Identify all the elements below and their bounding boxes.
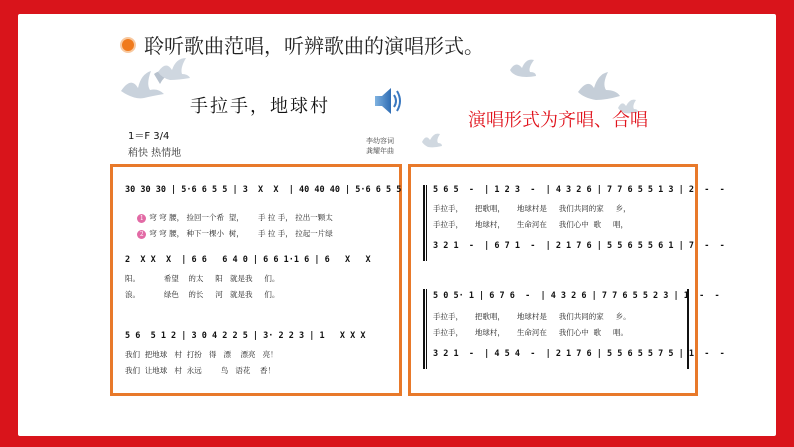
left-score-panel (110, 164, 402, 396)
notation-line: 30 30 30 | 5·6 6 5 5 | 3 X X | 40 40 40 | 5·6 6 5 5 (125, 185, 402, 195)
song-title: 手拉手，地球村 (190, 96, 330, 117)
tempo-marking: 稍快 热情地 (128, 148, 182, 159)
notation-line: 3 2 1 - | 4 5 4 - | 2 1 7 6 | 5 5 6 5 5 7 5 | 1 - - (433, 349, 725, 359)
dove-icon (156, 56, 192, 84)
verse-number: 2 (137, 230, 146, 239)
notation-line: 3 2 1 - | 6 7 1 - | 2 1 7 6 | 5 5 6 5 5 6 1 | 7 - - (433, 241, 725, 251)
heading (120, 30, 484, 59)
key-signature: 1＝F 3/4 (128, 131, 170, 142)
lyric-line (123, 219, 333, 248)
notation-line: 5 6 5 1 2 | 3 0 4 2 2 5 | 3· 2 2 3 | 1 X X X (125, 331, 366, 341)
right-score-panel (408, 164, 725, 396)
dove-icon (508, 58, 538, 80)
lyric-text: 手拉手， 把歌唱， 地球村是 我们共同的家 乡。 (433, 312, 631, 321)
system-brace (423, 289, 425, 369)
credits (366, 136, 394, 156)
notation-line: 2 X X X | 6 6 6 4 0 | 6 6 1·1 6 | 6 X X (125, 255, 371, 265)
heading-text: 聆听歌曲范唱，听辨歌曲的演唱形式。 (144, 34, 484, 58)
system-brace (426, 289, 427, 369)
verse-number: 1 (137, 214, 146, 223)
speaker-icon[interactable] (373, 84, 403, 118)
lyricist: 李幼容词 (366, 137, 394, 145)
lyric-text: 穹 穹 腰， 种下一棵小 树， 手 拉 手， 拉起一片绿 (149, 229, 333, 238)
notation-line: 5 6 5 - | 1 2 3 - | 4 3 2 6 | 7 7 6 5 5 1 3 | 2 - - (433, 185, 725, 195)
lyric-text: 手拉手， 把歌唱， 地球村是 我们共同的家 乡， (433, 204, 631, 213)
lyric-text: 浪。 绿色 的长 河 就是我 们。 (125, 290, 280, 299)
lyric-text: 我们 让地球 村 永远 鸟 语花 香！ (125, 366, 275, 375)
lyric-text: 我们 把地球 村 打扮 得 漂 漂亮 亮！ (125, 350, 278, 359)
lyric-text: 穹 穹 腰， 捡回一个希 望， 手 拉 手， 拉出一颗太 (149, 213, 333, 222)
composer: 龚耀年曲 (366, 147, 394, 155)
performance-label: 演唱形式为齐唱、合唱 (468, 110, 648, 131)
system-brace (426, 185, 427, 261)
lyric-text: 阳。 希望 的太 阳 就是我 们。 (125, 274, 280, 283)
system-brace (423, 185, 425, 261)
bullet-icon (120, 37, 136, 53)
lyric-text: 手拉手， 地球村， 生命河在 我们心中 歌 唱， (433, 220, 628, 229)
notation-line: 5 0 5· 1 | 6 7 6 - | 4 3 2 6 | 7 7 6 5 5 2 3 | 1 - - (433, 291, 720, 301)
lyric-text: 手拉手， 地球村， 生命河在 我们心中 歌 唱。 (433, 328, 628, 337)
slide (18, 14, 776, 436)
dove-icon (420, 132, 444, 150)
